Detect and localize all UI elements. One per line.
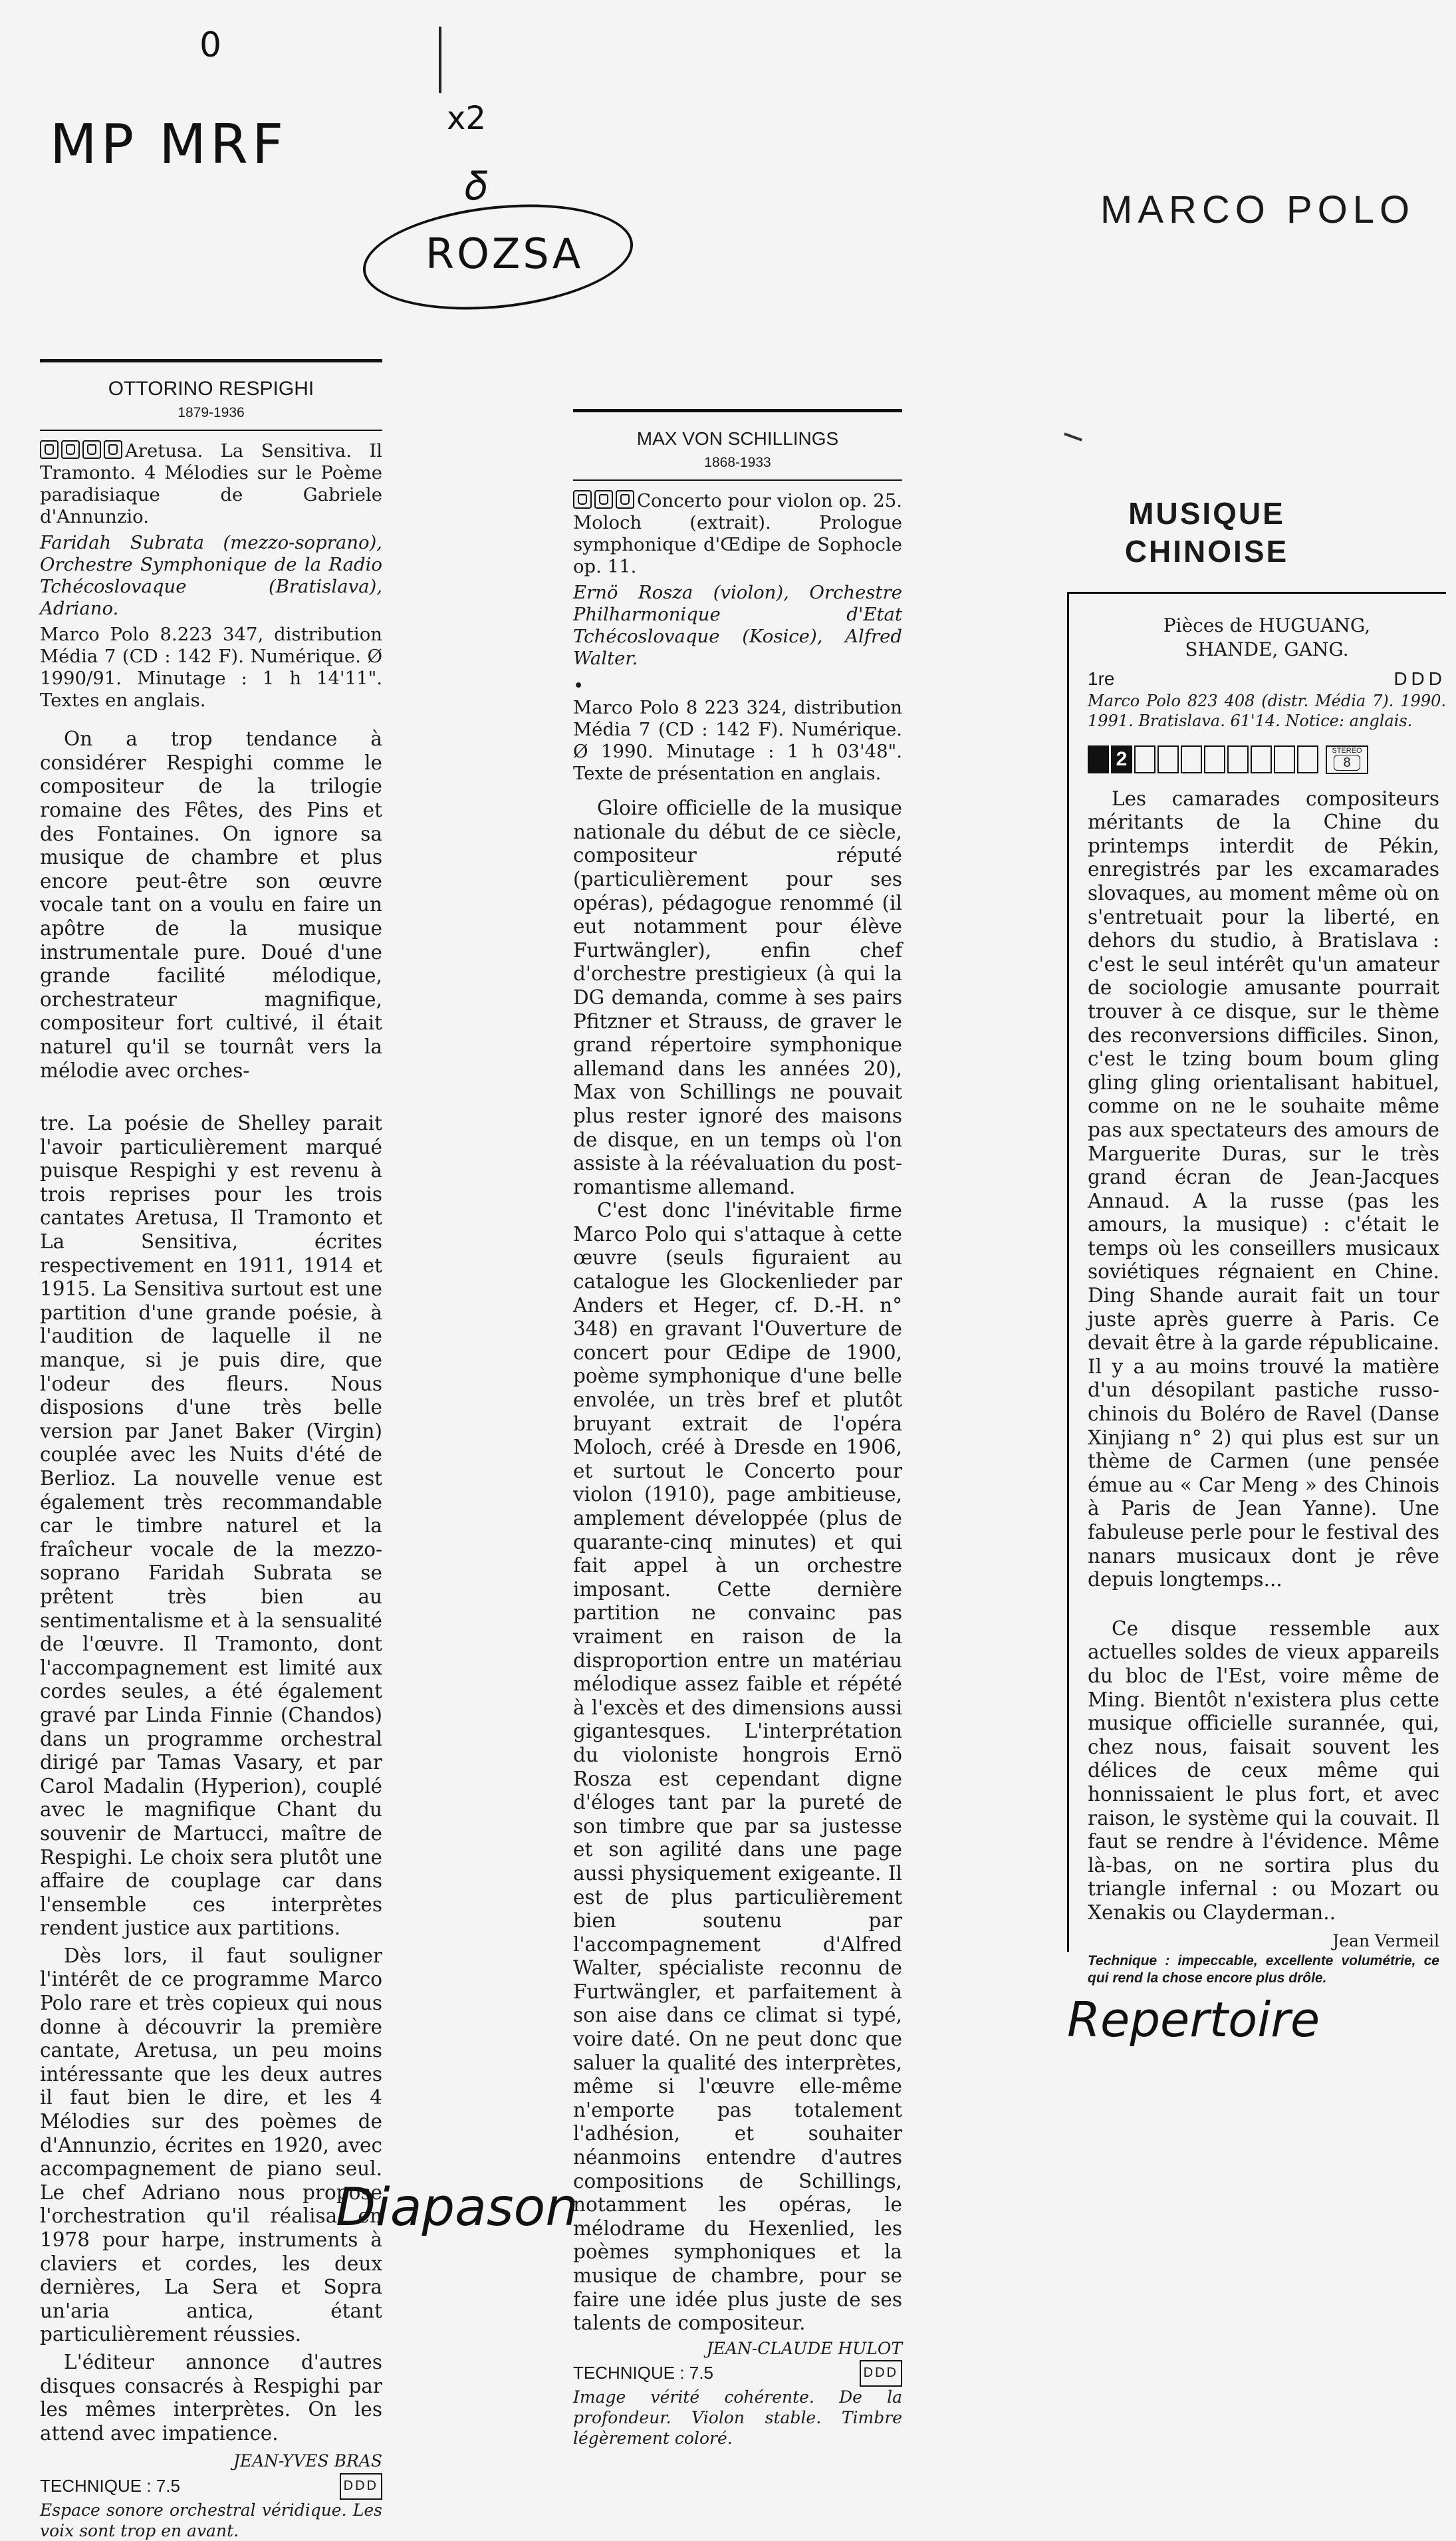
release-info: Marco Polo 823 408 (distr. Média 7). 1990. 1991. Bratislava. 61'14. Notice: anglais. — [1088, 691, 1446, 730]
paragraph: Dès lors, il faut souligner l'intérêt de ce programme Marco Polo rare et très copieux qui nous donne à découvrir la première cantate, Aretusa, un peu moins intéressante que les deux autres il faut bien le dire, et les 4 Mélodies sur des poèmes de d'Annunzio, écrites en 1920, avec accompagnement de piano seul. Le chef Adriano nous propose l'orchestration qu'il réalisa en 1978 pour harpe, instruments à claviers et cordes, les deux dernières, La Sera et Sopra un'aria antica, étant particulièrement réussies. — [40, 1944, 382, 2346]
rating-cell — [1204, 745, 1225, 773]
diapason-icon — [594, 490, 613, 509]
rating-cell-filled — [1088, 745, 1109, 773]
rating-row — [1088, 745, 1446, 774]
technique-note: Image vérité cohérente. De la profondeur. Violon stable. Timbre légèrement coloré. — [573, 2387, 902, 2448]
heading-chinoise: CHINOISE — [1124, 534, 1289, 569]
diapason-icon — [104, 440, 122, 459]
rating-cell — [1297, 745, 1318, 773]
technique-score: TECHNIQUE : 7.5 — [40, 2475, 180, 2496]
handwritten-mp-mrf: MP MRF — [50, 113, 288, 176]
diapason-icon — [573, 490, 592, 509]
performers: Ernö Rosza (violon), Orchestre Philharmonique d'Etat Tchécoslovaque (Kosice), Alfred Walter. — [573, 582, 902, 670]
format-line — [1088, 667, 1446, 691]
rating-cell — [1251, 745, 1272, 773]
diapason-rating — [573, 490, 637, 511]
entry-number: 1re — [1088, 668, 1115, 689]
signature: Jean Vermeil — [1332, 1931, 1439, 1950]
stereo-label: STEREO — [1332, 746, 1362, 755]
paragraph: Ce disque ressemble aux actuelles soldes de vieux appareils du bloc de l'Est, voire même de Ming. Bientôt n'existera plus cette musique officielle surannée, qui, chez nous, faisait souvent les délices de ceux même qui honnissaient le plus fort, et avec raison, le système qui la couvait. Il faut se rendre à l'évidence. Même là-bas, on ne sortira plus du triangle infernal : ou Mozart ou Xenakis ou Clayderman.. — [1088, 1617, 1439, 1924]
release-info: Marco Polo 8.223 347, distribution Média 7 (CD : 142 F). Numérique. Ø 1990/91. Minutage : 1 h 14'11". Textes en anglais. — [40, 624, 382, 712]
paragraph: tre. La poésie de Shelley parait l'avoir particulièrement marqué puisque Respighi y est revenu à trois reprises pour les trois cantates Aretusa, Il Tramonto et La Sensitiva, écrites respectivement en 1911, 1914 et 1915. La Sensitiva surtout est une partition d'une grande poésie, à l'audition de laquelle il ne manque, si je puis dire, que l'odeur des fleurs. Nous disposions d'une très belle version par Janet Baker (Virgin) couplée avec les Nuits d'été de Berlioz. La nouvelle venue est également très recommandable car le timbre naturel et la fraîcheur vocale de la mezzo-soprano Faridah Subrata se prêtent très bien au sentimentalisme et à la sensualité de l'œuvre. Il Tramonto, dont l'accompagnement est limité aux cordes seules, a été également gravé par Linda Finnie (Chandos) dans un programme orchestral dirigé par Tamas Vasary, et par Carol Madalin (Hyperion), couplé avec le magnifique Chant du souvenir de Martucci, maître de Respighi. Le choix sera plutôt une affaire de couplage car dans l'ensemble ces interprètes rendent justice aux partitions. — [40, 1112, 382, 1940]
review-schillings — [573, 409, 902, 2449]
works-list: Concerto pour violon op. 25. Moloch (extrait). Prologue symphonique d'Œdipe de Sophocle op. 11. — [573, 490, 902, 578]
technique-score: TECHNIQUE : 7.5 — [573, 2363, 713, 2383]
stray-mark — [1064, 432, 1082, 441]
content-body — [1088, 787, 1446, 1988]
heading-musique: MUSIQUE — [1128, 496, 1285, 531]
ddd-badge: DDD — [340, 2473, 382, 2500]
handwritten-check-mark: 𝛿 — [465, 163, 488, 209]
review-respighi — [40, 359, 382, 2541]
composer-name: OTTORINO RESPIGHI — [108, 378, 314, 400]
diapason-icon — [82, 440, 101, 459]
stereo-value: 8 — [1334, 755, 1360, 771]
handwritten-rozsa: ROZSA — [425, 229, 584, 278]
rating-cell — [1134, 745, 1155, 773]
rating-cell — [1181, 745, 1202, 773]
bullet: • — [573, 675, 584, 697]
performers: Faridah Subrata (mezzo-soprano), Orchestre Symphonique de la Radio Tchécoslovaque (Bratislava), Adriano. — [40, 532, 382, 620]
handwritten-vertical-stroke — [439, 27, 441, 93]
rating-cell — [1274, 745, 1295, 773]
handwritten-x2: x2 — [447, 100, 486, 137]
works-list: Aretusa. La Sensitiva. Il Tramonto. 4 Mélodies sur le Poème paradisiaque de Gabriele d'Annunzio. — [40, 440, 382, 528]
signature: JEAN-YVES BRAS — [233, 2451, 382, 2471]
technique-note: Technique : impeccable, excellente volumétrie, ce qui rend la chose encore plus drôle. — [1088, 1953, 1439, 1986]
divider — [40, 430, 382, 431]
diapason-icon — [40, 440, 59, 459]
handwritten-diapason: Diapason — [336, 2178, 578, 2238]
signature: JEAN-CLAUDE HULOT — [706, 2338, 902, 2358]
paragraph: On a trop tendance à considérer Respighi comme le compositeur de la trilogie romaine des Fêtes, des Pins et des Fontaines. On ignore sa musique de chambre et plus encore peut-être son œuvre vocale tant on a voulu en faire un apôtre de la musique instrumentale pure. Doué d'une grande facilité mélodique, orchestrateur magnifique, compositeur fort cultivé, il était naturel qu'il se tournât vers la mélodie avec orches- — [40, 728, 382, 1082]
composer-dates: 1868-1933 — [704, 454, 771, 470]
diapason-rating — [40, 440, 125, 462]
technique-line — [40, 2473, 382, 2500]
paragraph: C'est donc l'inévitable firme Marco Polo qui s'attaque à cette œuvre (seuls figuraient au catalogue les Glockenlieder par Anders et Heger, cf. D.-H. n° 348) en gravant l'Ouverture de concert pour Œdipe de 1900, poème symphonique d'une belle envolée, un très bref et plutôt bruyant extrait de l'opéra Moloch, créé à Dresde en 1906, et surtout le Concerto pour violon (1910), page ambitieuse, amplement développée (plus de quarante-cinq minutes) et qui fait appel à un orchestre imposant. Cette dernière partition ne convainc pas vraiment en raison de la disproportion entre un matériau mélodique assez faible et répété à l'excès et des dimensions aussi gigantesques. L'interprétation du violoniste hongrois Ernö Rosza est cependant digne d'éloges tant par la pureté de son timbre que par sa justesse et son agilité dans une page aussi physiquement exigeante. Il est de plus particulièrement bien soutenu par l'accompagnement d'Alfred Walter, spécialiste reconnu de Furtwängler, et parfaitement à son aise dans ce climat si typé, voire daté. On ne peut donc que saluer la qualité des interprètes, même si l'œuvre elle-même n'emporte pas totalement l'adhésion, et souhaiter néanmoins entendre d'autres compositions de Schillings, notamment les opéras, le mélodrame du Hexenlied, les poèmes symphoniques et la musique de chambre, pour se faire une idée plus juste de ses talents de compositeur. — [573, 1199, 902, 2335]
top-rule — [40, 359, 382, 362]
technique-note: Espace sonore orchestral véridique. Les voix sont trop en avant. — [40, 2500, 382, 2540]
divider — [573, 479, 902, 481]
composer-name: MAX VON SCHILLINGS — [636, 428, 839, 449]
top-rule — [573, 409, 902, 412]
technique-line — [573, 2360, 902, 2387]
review-musique-chinoise — [1067, 592, 1446, 1986]
paragraph: Les camarades compositeurs méritants de la Chine du printemps interdit de Pékin, enregistrés par les excamarades slovaques, au moment même où on s'entretuait pour la liberté, en dehors du studio, à Bratislava : c'est le seul intérêt qu'un amateur de sociologie amusante pourrait trouver à ce disque, sur le thème des reconversions difficiles. Sinon, c'est le tzing boum boum gling gling gling orientalisant habituel, comme on ne le souhaite même pas aux spectateurs des amours de Marguerite Duras, sur le très grand écran de Jean-Jacques Annaud. A la russe (pas les amours, la musique) : c'était le temps où les conseillers musicaux soviétiques régnaient en Chine. Ding Shande aurait fait un tour juste après guerre à Paris. Ce devait être à la garde républicaine. Il y a au moins trouvé la matière d'un désopilant pastiche russo-chinois du Boléro de Ravel (Danse Xinjiang n° 2) qui plus est sur un thème de Carmen (une pensée émue au « Car Meng » des Chinois à Paris de Jean Yanne). Une fabuleuse perle pour le festival des nanars musicaux dont je rêve depuis longtemps... — [1088, 787, 1439, 1591]
rating-cell — [1227, 745, 1249, 773]
diapason-icon — [616, 490, 634, 509]
handwritten-zero: 0 — [199, 25, 222, 65]
rating-cell-value: 2 — [1111, 745, 1132, 773]
ddd-badge: DDD — [860, 2360, 902, 2387]
ddd-mark: DDD — [1394, 668, 1446, 689]
rating-cell — [1157, 745, 1179, 773]
release-info: Marco Polo 8 223 324, distribution Média 7 (CD : 142 F). Numérique. Ø 1990. Minutage : 1 h 03'48". Texte de présentation en anglais. — [573, 697, 902, 785]
paragraph: Gloire officielle de la musique nationale du début de ce siècle, compositeur réputé (particulièrement pour ses opéras), pédagogue renommé (il eut notamment pour élève Furtwängler), enfin chef d'orchestre prestigieux (à qui la DG demanda, comme à ses pairs Pfitzner et Strauss, de graver le grand répertoire symphonique allemand dans les années 20), Max von Schillings ne pouvait plus rester ignoré des maisons de disque, en un temps où l'on assiste à la réévaluation du post-romantisme allemand. — [573, 797, 902, 1198]
stereo-box — [1326, 745, 1368, 774]
diapason-icon — [61, 440, 80, 459]
handwritten-repertoire: Repertoire — [1067, 1992, 1320, 2048]
label-marco-polo: MARCO POLO — [1100, 188, 1415, 231]
composer-dates: 1879-1936 — [178, 404, 245, 420]
paragraph: L'éditeur annonce d'autres disques consacrés à Respighi par les mêmes interprètes. On les attend avec impatience. — [40, 2350, 382, 2445]
subtitle: Pièces de HUGUANG, SHANDE, GANG. — [1163, 614, 1371, 660]
